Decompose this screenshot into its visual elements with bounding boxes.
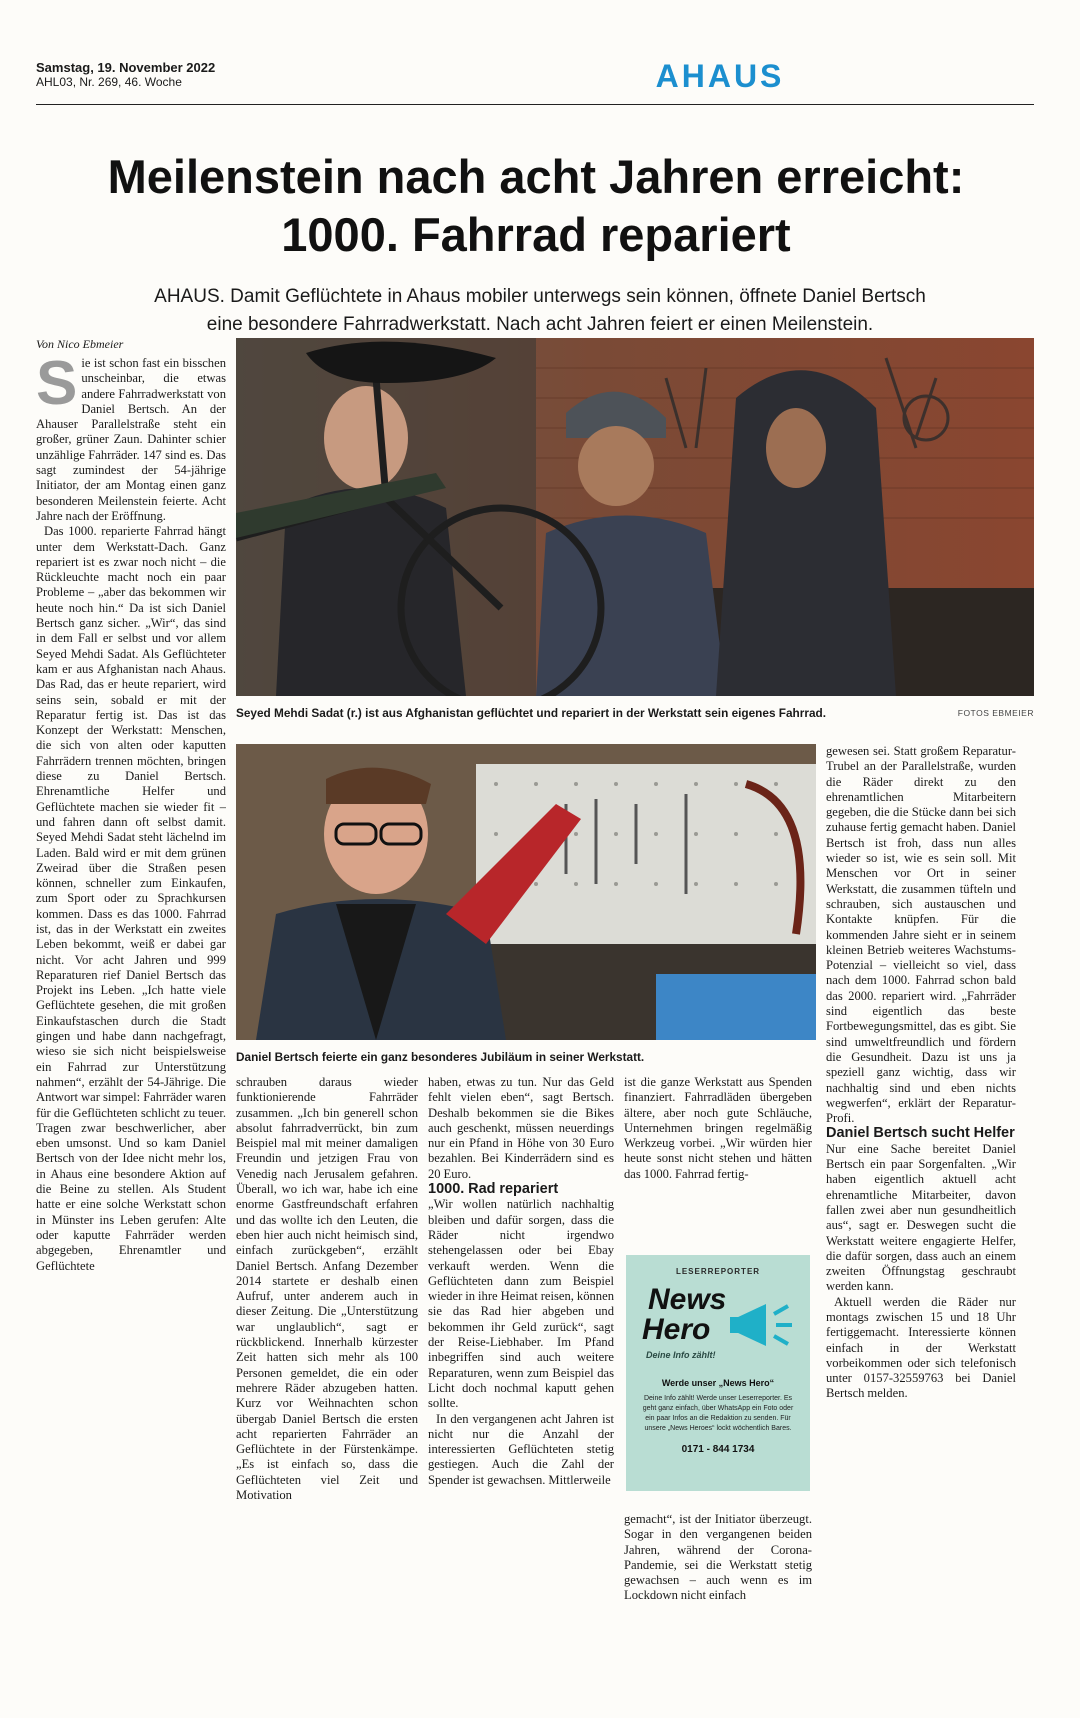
logo-word-hero: Hero	[642, 1313, 711, 1346]
col4-paragraph-2: gemacht“, ist der Initiator überzeugt. Sogar in den vergangenen beiden Jahren, während der Corona-Pandemie, sei die Werkstatt stetig gewachsen – auch wenn es im Lockdown nicht einfach	[624, 1512, 812, 1603]
headline	[36, 148, 1036, 264]
col1-paragraph-1: ie ist schon fast ein bisschen unscheinbar, die etwas andere Fahrradwerkstatt von Daniel Bertsch. An der Ahauser Parallelstraße steht ein großer, grüner Zaun. Dahinter schier unzählige Fahrräder. 147 sind es. Das sagt zumindest der 54-jährige Initiator, der am Montag einen ganz besonderen Meilenstein feierte. Acht Jahre nach der Eröffnung.	[36, 356, 226, 523]
ad-cta: Werde unser „News Hero“	[661, 1378, 775, 1388]
article-column-3	[428, 1075, 614, 1695]
headline-line-2: 1000. Fahrrad repariert	[281, 208, 791, 261]
issue-number: AHL03, Nr. 269, 46. Woche	[36, 75, 182, 89]
article-column-1	[36, 356, 226, 1696]
section-title: AHAUS	[655, 58, 785, 94]
photo-daniel-bertsch	[236, 744, 816, 1040]
subhead-helfer: Daniel Bertsch sucht Helfer	[826, 1125, 1015, 1142]
col1-paragraph-2: Das 1000. reparierte Fahrrad hängt unter dem Werkstatt-Dach. Ganz repariert ist es zwar noch nicht – die Rückleuchte macht noch ein paar Probleme – „aber das bekommen wir heute noch hin.“ Da ist sich Daniel Bertsch ganz sicher. „Wir“, das sind in dem Fall er selbst und vor allem Seyed Mehdi Sadat. Als Geflüchteter kam er aus Afghanistan nach Ahaus. Das Rad, das er heute repariert, wird seins sein, sobald er mit der Reparatur fertig ist. Das ist das Konzept der Werkstatt: Menschen, die sich von alten oder kaputten Fahrrädern trennen möchten, bringen diese zu Daniel Bertsch. Ehrenamtliche Helfer und Geflüchtete machen sie wieder fit – und fahren dann oft selbst damit. Seyed Mehdi Sadat steht lächelnd im Laden. Bald wird er mit dem grünen Zweirad über die Straßen pesen können, schneller zum Einkaufen, zum Sport oder zu Sprachkursen kommen. Dass es das 1000. Fahrrad ist, das in der Werkstatt ein zweites Leben bekommt, weiß er dabei gar nicht. Vor acht Jahren und 999 Reparaturen rief Daniel Bertsch das Projekt ins Leben. „Ich hatte viele Geflüchtete gesehen, die mit großen Einkaufstaschen durch die Stadt gingen und habe dann nachgefragt, wieso sie sich nicht beispielsweise ein Fahrrad zur Unterstützung nahmen“, erzählt der 54-Jährige. Die Antwort war simpel: Fahrräder waren für die Geflüchteten schlicht zu teuer. Tragen zwar beschwerlicher, aber eben umsonst. Und so kam Daniel Bertsch von der Idee nicht mehr los, in Ahaus eine besondere Aktion auf die Beine zu stellen. Als Student hatte er eine solche Werkstatt schon in Münster ins Leben gerufen: Alte oder kaputte Fahrräder werden abgegeben, Ehrenamtler und Geflüchtete	[36, 524, 226, 1273]
photo-1-image	[236, 338, 1034, 696]
news-hero-ad[interactable]	[626, 1255, 810, 1491]
col3-paragraph-2: „Wir wollen natürlich nachhaltig bleiben und dafür sorgen, dass die Räder nicht irgendwo stehengelassen oder bei Ebay verkauft werden. Wenn die Geflüchteten dann zum Beispiel wieder in ihre Heimat reisen, können sie das Rad hier abgeben und bekommen ihr Geld zurück“, sagt der Reise-Liebhaber. Im Pfand inbegriffen sind auch weitere Reparaturen, wenn zum Beispiel das Licht doch nochmal kaputt gehen sollte.	[428, 1197, 614, 1411]
lead-line-2: eine besondere Fahrradwerkstatt. Nach acht Jahren feiert er einen Meilenstein.	[206, 314, 874, 335]
news-hero-logo	[626, 1284, 810, 1370]
photo-2-caption: Daniel Bertsch feierte ein ganz besonderes Jubiläum in seiner Werkstatt.	[236, 1050, 645, 1064]
col4-paragraph-1: ist die ganze Werkstatt aus Spenden finanziert. Fahrradläden übergeben ältere, aber noch gute Schläuche, Unternehmen bringen regelmäßig Werkzeug vorbei. „Wir würden hier heute sonst nicht stehen und hätten das 1000. Fahrrad fertig-	[624, 1075, 812, 1181]
drop-cap: S	[36, 356, 78, 418]
col3-paragraph-1: haben, etwas zu tun. Nur das Geld fehlt vielen eben“, sagt Bertsch. Deshalb bekommen sie die Bikes auch geschenkt, müssen neuerdings nur ein Pfand in Höhe von 30 Euro bezahlen. Bei Kinderrädern sind es 20 Euro.	[428, 1075, 614, 1181]
col2-paragraph-1: schrauben daraus wieder funktionierende Fahrräder zusammen. „Ich bin generell schon absolut fahrradverrückt, bin zum Beispiel mal mit meiner damaligen Freundin und jetzigen Frau von Venedig nach Jerusalem gefahren. Überall, wo ich war, habe ich eine enorme Gastfreundschaft erfahren und das wollte ich den Leuten, die eben hier auch nicht heimisch sind, einfach zurückgeben“, erzählt Daniel Bertsch. Anfang Dezember 2014 startete er deshalb einen Aufruf, unter anderem auch in dieser Zeitung. Die „Unterstützung war unglaublich“, sagt er rückblickend. Innerhalb kürzester Zeit hatten sich mehr als 100 Personen gemeldet, die ein oder mehrere Räder abzugeben hatten. Kurz vor Weihnachten schon übergab Daniel Bertsch die ersten acht reparierten Fahrräder an Geflüchtete in der Fürstenkämpe. „Es ist einfach so, dass die Geflüchteten viel Zeit und Motivation	[236, 1075, 418, 1503]
headline-line-1: Meilenstein nach acht Jahren erreicht:	[107, 150, 965, 203]
photo-workshop-repair	[236, 338, 1034, 696]
lead-text	[120, 283, 960, 339]
logo-word-news: News	[648, 1283, 727, 1316]
ad-tagline: Deine Info zählt!	[646, 1350, 716, 1360]
ad-body: Deine Info zählt! Werde unser Leserreporter. Es geht ganz einfach, über WhatsApp ein Foto oder ein paar Infos an die Redaktion zu senden. Für unsere „News Heroes“ lockt wöchentlich Bares.	[642, 1395, 794, 1432]
issue-date: Samstag, 19. November 2022	[36, 60, 216, 75]
photo-1-caption: Seyed Mehdi Sadat (r.) ist aus Afghanistan geflüchtet und repariert in der Werkstatt sein eigenes Fahrrad.	[236, 706, 826, 720]
author-byline: Von Nico Ebmeier	[36, 337, 124, 351]
ad-phone[interactable]: 0171 - 844 1734	[681, 1444, 755, 1455]
ad-kicker: LESERREPORTER	[675, 1267, 761, 1276]
col5-paragraph-3: Aktuell werden die Räder nur montags zwischen 15 und 18 Uhr fertiggemacht. Interessierte können einfach in der Werkstatt vorbeikommen oder sich telefonisch unter 0157-32559763 bei Daniel Bertsch melden.	[826, 1294, 1016, 1401]
masthead-info	[36, 60, 215, 90]
photo-credit: FOTOS EBMEIER	[957, 708, 1034, 718]
article-column-4-top	[624, 1075, 812, 1195]
lead-line-1: AHAUS. Damit Geflüchtete in Ahaus mobiler unterwegs sein können, öffnete Daniel Bertsch	[154, 286, 926, 307]
photo-2-image	[236, 744, 816, 1040]
article-column-5	[826, 744, 1016, 1696]
col3-paragraph-3: In den vergangenen acht Jahren ist nicht nur die Anzahl der interessierten Geflüchteten stetig gestiegen. Auch die Zahl der Spender ist gewachsen. Mittlerweile	[428, 1411, 614, 1487]
col5-paragraph-2: Nur eine Sache bereitet Daniel Bertsch ein paar Sorgenfalten. „Wir haben eigentlich aktuell acht ehrenamtliche Mitarbeiter, davon fallen zwei aber nun gesundheitlich aus“, sagt er. Deswegen sucht die Werkstatt weitere engagierte Helfer, die dafür sorgen, dass auch an einem zweiten Öffnungstag geschraubt werden kann.	[826, 1141, 1016, 1294]
article-column-4-bottom	[624, 1512, 812, 1692]
col5-paragraph-1: gewesen sei. Statt großem Reparatur-Trubel an der Parallelstraße, wurden die Räder direkt zu den ehrenamtlichen Mitarbeitern gegeben, die die Stücke dann bei sich zuhause fertig gemacht haben. Daniel Bertsch ist froh, dass nun alles wieder so ist, wie es sein soll. Mit Menschen vor Ort in seiner Werkstatt, die zusammen tüfteln und schrauben, sich austauschen und Kontakte knüpfen. Für die kommenden Jahre sieht er in seinem kleinen Betrieb weiteres Wachstums-Potenzial – vielleicht so viel, dass nach dem 1000. Fahrrad schon bald das 2000. repariert wird. „Fahrräder sind eigentlich das beste Fortbewegungsmittel, das es gibt. Sie sind umweltfreundlich und fördern die Gesundheit. Dazu ist uns ja speziell ganz wichtig, dass wir nachhaltig sind und eben nichts wegwerfen“, erklärt der Reparatur-Profi.	[826, 744, 1016, 1126]
header-rule	[36, 104, 1034, 105]
megaphone-icon	[730, 1300, 796, 1350]
subhead-1000-rad: 1000. Rad repariert	[428, 1181, 559, 1198]
article-column-2	[236, 1075, 418, 1695]
